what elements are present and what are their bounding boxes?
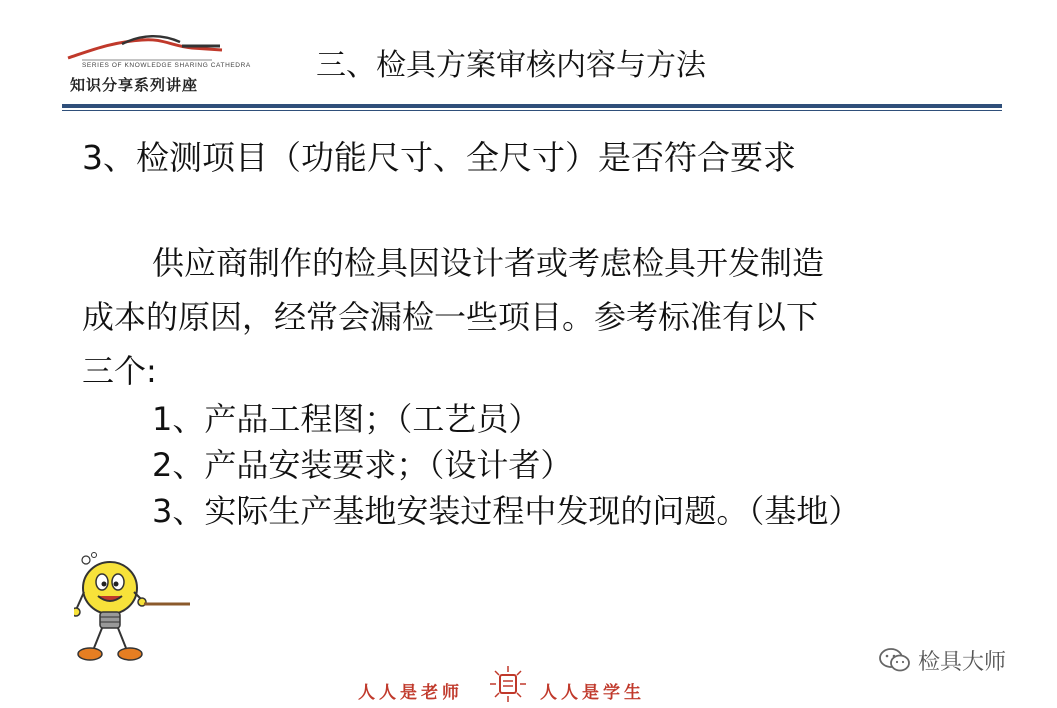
footer-slogan-right: 人人是学生 bbox=[540, 683, 645, 703]
section-heading: 3、检测项目（功能尺寸、全尺寸）是否符合要求 bbox=[82, 138, 796, 177]
title-divider-thin bbox=[62, 110, 1002, 111]
slide-title: 三、检具方案审核内容与方法 bbox=[316, 48, 706, 83]
wechat-watermark bbox=[878, 646, 1006, 674]
list-item: 2、产品安装要求；（设计者） bbox=[152, 446, 573, 484]
logo-title: 知识分享系列讲座 bbox=[70, 76, 199, 94]
list-item: 1、产品工程图；（工艺员） bbox=[152, 400, 541, 438]
title-divider bbox=[62, 104, 1002, 108]
list-item: 3、实际生产基地安装过程中发现的问题。（基地） bbox=[152, 492, 861, 530]
wechat-icon bbox=[878, 647, 912, 673]
paragraph-line: 供应商制作的检具因设计者或考虑检具开发制造 bbox=[152, 244, 825, 282]
paragraph-line: 成本的原因，经常会漏检一些项目。参考标准有以下 bbox=[82, 298, 819, 336]
car-silhouette-icon bbox=[62, 28, 232, 64]
paragraph-line: 三个: bbox=[82, 352, 157, 390]
lightbulb-mascot-icon bbox=[74, 552, 194, 664]
logo bbox=[62, 28, 251, 98]
footer-slogan-left: 人人是老师 bbox=[358, 683, 463, 703]
logo-series-text: SERIES OF KNOWLEDGE SHARING CATHEDRA bbox=[82, 62, 251, 69]
teacher-student-emblem-icon bbox=[488, 664, 528, 704]
watermark-text: 检具大师 bbox=[918, 649, 1007, 675]
